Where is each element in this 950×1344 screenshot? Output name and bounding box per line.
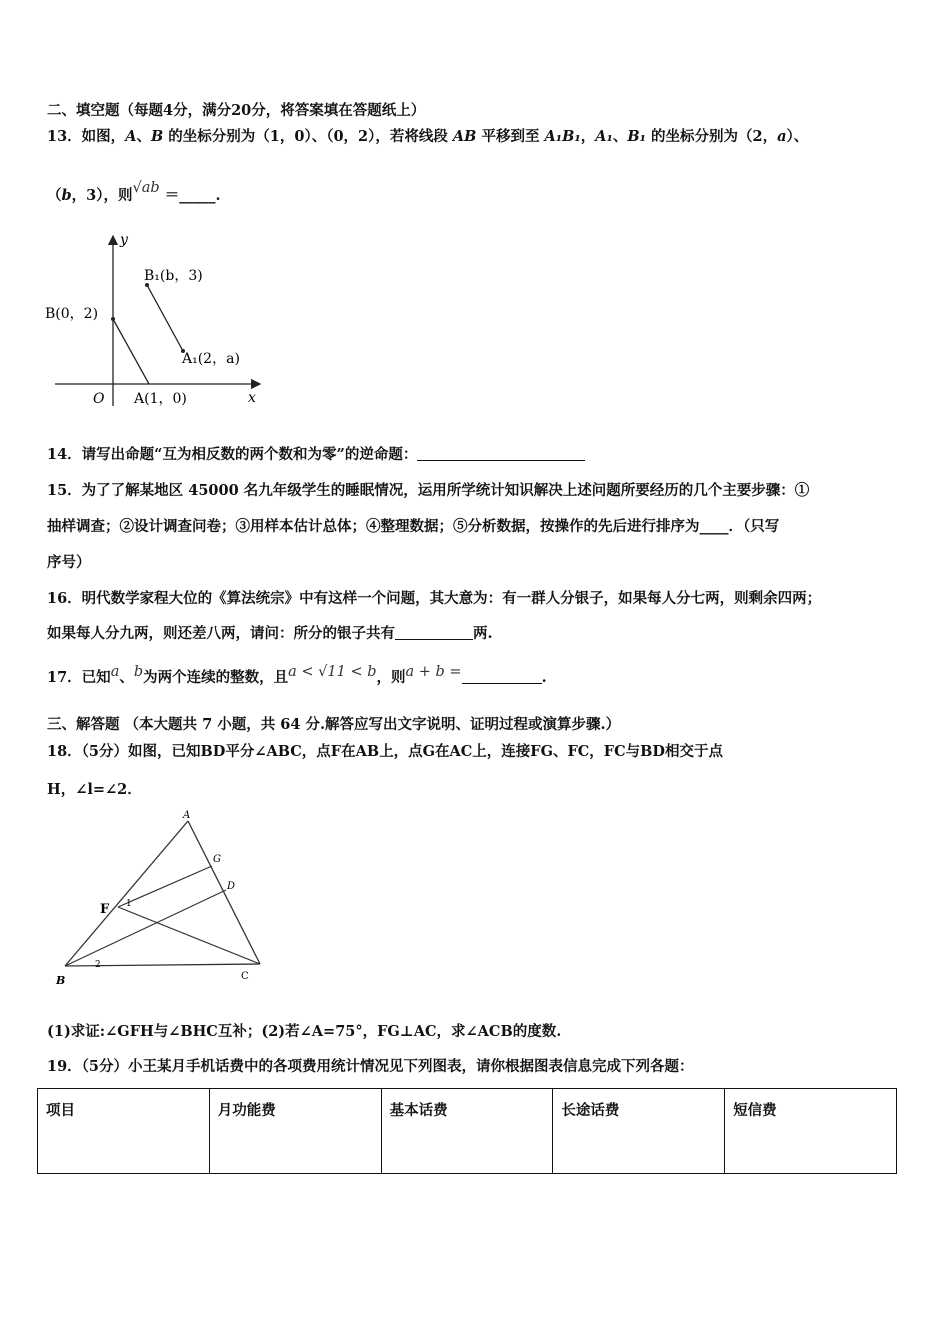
origin-label: O	[93, 391, 105, 407]
q17-sum: a + b =	[405, 664, 462, 680]
q13-sep: 、	[612, 128, 628, 145]
q17-var-a: a	[110, 664, 120, 680]
question-18-line2: H，∠l=∠2．	[47, 781, 142, 798]
question-14	[47, 445, 585, 465]
q13-answer-blank: ＝_____.	[159, 187, 221, 204]
q16-text: 如果每人分九两，则还差八两，请问：所分的银子共有	[47, 625, 395, 642]
q13-text: 平移到至	[476, 128, 545, 145]
point-d-label: D	[227, 881, 236, 892]
section-3-heading: 三、解答题 （本大题共 7 小题，共 64 分.解答应写出文字说明、证明过程或演算步骤.）	[47, 716, 621, 733]
side-ab	[65, 821, 188, 966]
point-b-label: B(0，2)	[45, 306, 99, 322]
q13-point-a: A	[125, 128, 137, 145]
q13-text: ）、	[786, 128, 809, 145]
table-header-cell: 短信费	[725, 1089, 897, 1174]
x-axis-label: x	[248, 390, 256, 406]
question-18-parts: (1)求证:∠GFH与∠BHC互补；(2)若∠A=75°，FG⊥AC，求∠ACB的度数.	[47, 1023, 562, 1040]
segment-bd	[65, 890, 226, 966]
question-17	[47, 664, 547, 688]
q13-var-a: a	[777, 128, 787, 145]
question-16-line1: 16．明代数学家程大位的《算法统宗》中有这样一个问题，其大意为：有一群人分银子，如果每人分七两，则剩余四两；	[47, 590, 822, 607]
point-a1-label: A₁(2，a)	[182, 351, 240, 367]
angle-1-label: 1	[126, 899, 132, 909]
q13-text: 的坐标分别为（2，	[645, 128, 778, 145]
q13-text: ，	[580, 128, 596, 145]
point-a-label: A(1，0)	[134, 391, 187, 407]
q13-segment-a1b1: A₁B₁	[544, 128, 581, 145]
vertex-c-label: C	[241, 971, 249, 982]
q13-text: ，3），则	[71, 187, 133, 204]
q17-text: ，则	[376, 669, 406, 686]
q13-sqrt-ab: √ab	[132, 180, 160, 196]
table-row	[38, 1089, 897, 1174]
section-2-heading: 二、填空题（每题4分，满分20分，将答案填在答题纸上）	[47, 102, 426, 119]
q13-text: 的坐标分别为（1，0）、（0，2），若将线段	[163, 128, 453, 145]
table-header-cell: 项目	[38, 1089, 210, 1174]
q13-text: 13．如图，	[47, 128, 126, 145]
question-15-line2: 抽样调查；②设计调查问卷；③用样本估计总体；④整理数据；⑤分析数据，按操作的先后进行排序为____．（只写	[47, 518, 780, 535]
point-b1-label: B₁(b，3)	[144, 268, 203, 284]
fee-table	[37, 1088, 897, 1174]
angle-2-label: 2	[95, 960, 101, 970]
q13-point-a1: A₁	[595, 128, 613, 145]
table-header-cell: 基本话费	[381, 1089, 553, 1174]
question-15-line1: 15．为了了解某地区 45000 名九年级学生的睡眠情况，运用所学统计知识解决上述问题所要经历的几个主要步骤：①	[47, 482, 810, 499]
vertex-a-label: A	[183, 810, 191, 821]
side-ac	[188, 821, 260, 964]
segment-ab	[113, 319, 149, 384]
segment-fc	[118, 907, 260, 964]
q17-var-b: b	[133, 664, 144, 680]
question-13-line1	[47, 127, 808, 147]
point-g-label: G	[213, 854, 221, 865]
q17-end: .	[541, 669, 547, 686]
q17-text: 17．已知	[47, 669, 111, 686]
vertex-b-label: B	[56, 974, 66, 987]
q13-text: （	[47, 187, 62, 204]
q17-inequality: a < √11 < b	[288, 664, 377, 680]
q14-text: 14．请写出命题“互为相反数的两个数和为零”的逆命题：	[47, 446, 418, 463]
q16-text-end: 两.	[473, 625, 493, 642]
table-header-cell: 月功能费	[209, 1089, 381, 1174]
q17-text: 为两个连续的整数，且	[143, 669, 289, 686]
table-header-cell: 长途话费	[553, 1089, 725, 1174]
q13-sep: 、	[136, 128, 151, 145]
q16-answer-blank[interactable]	[395, 625, 473, 640]
point-b	[111, 317, 115, 321]
q14-answer-blank[interactable]	[417, 446, 585, 461]
question-13-line2	[47, 180, 221, 206]
q13-point-b: B	[150, 128, 164, 145]
question-15-line3: 序号）	[47, 554, 91, 571]
segment-a1b1	[147, 285, 183, 351]
question-19: 19．（5分）小王某月手机话费中的各项费用统计情况见下列图表，请你根据图表信息完成下列各题：	[47, 1058, 694, 1075]
q13-segment-ab: AB	[452, 128, 477, 145]
coordinate-figure	[40, 228, 280, 413]
y-axis-label: y	[120, 232, 128, 248]
question-18-line1: 18．（5分）如图，已知BD平分∠ABC，点F在AB上，点G在AC上，连接FG、FC，FC与BD相交于点	[47, 743, 723, 760]
triangle-figure	[50, 806, 270, 990]
q17-sep: 、	[119, 669, 134, 686]
q13-point-b1: B₁	[627, 128, 646, 145]
question-16-line2	[47, 624, 493, 644]
point-f-label: F	[100, 902, 110, 917]
q17-answer-blank[interactable]	[462, 669, 542, 684]
q13-var-b: b	[61, 187, 72, 204]
